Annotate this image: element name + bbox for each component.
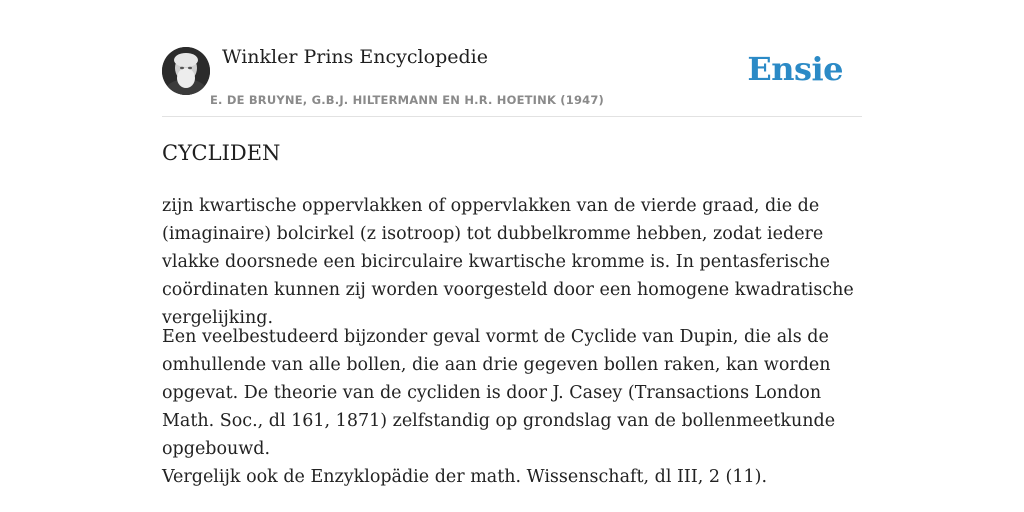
source-authors: E. DE BRUYNE, G.B.J. HILTERMANN EN H.R. HOETINK (1947) [210,93,605,107]
article-paragraph: Vergelijk ook de Enzyklopädie der math. Wissenschaft, dl III, 2 (11). [162,467,768,487]
author-portrait-icon [162,47,210,95]
article-paragraph: Een veelbestudeerd bijzonder geval vormt de Cyclide van Dupin, die als de omhullende van alle bollen, die aan drie gegeven bollen raken, kan worden opgevat. De theorie van de cycliden is door J. Casey (Transactions London Math. Soc., dl 161, 1871) zelfstandig op grondslag van de bollenmeetkunde opgebouwd. [162,327,836,459]
source-header [162,0,862,117]
page [162,0,862,487]
article-title: CYCLIDEN [162,141,281,165]
article-paragraph: zijn kwartische oppervlakken of oppervlakken van de vierde graad, die de (imaginaire) bolcirkel (z isotroop) tot dubbelkromme hebben, zodat iedere vlakke doorsnede een bicirculaire kwartische kromme is. In pentasferische coördinaten kunnen zij worden voorgesteld door een homogene kwadratische vergelijking. [162,196,854,328]
avatar[interactable] [162,47,210,95]
ensie-logo[interactable]: Ensie [747,50,843,88]
source-title[interactable]: Winkler Prins Encyclopedie [222,46,488,68]
